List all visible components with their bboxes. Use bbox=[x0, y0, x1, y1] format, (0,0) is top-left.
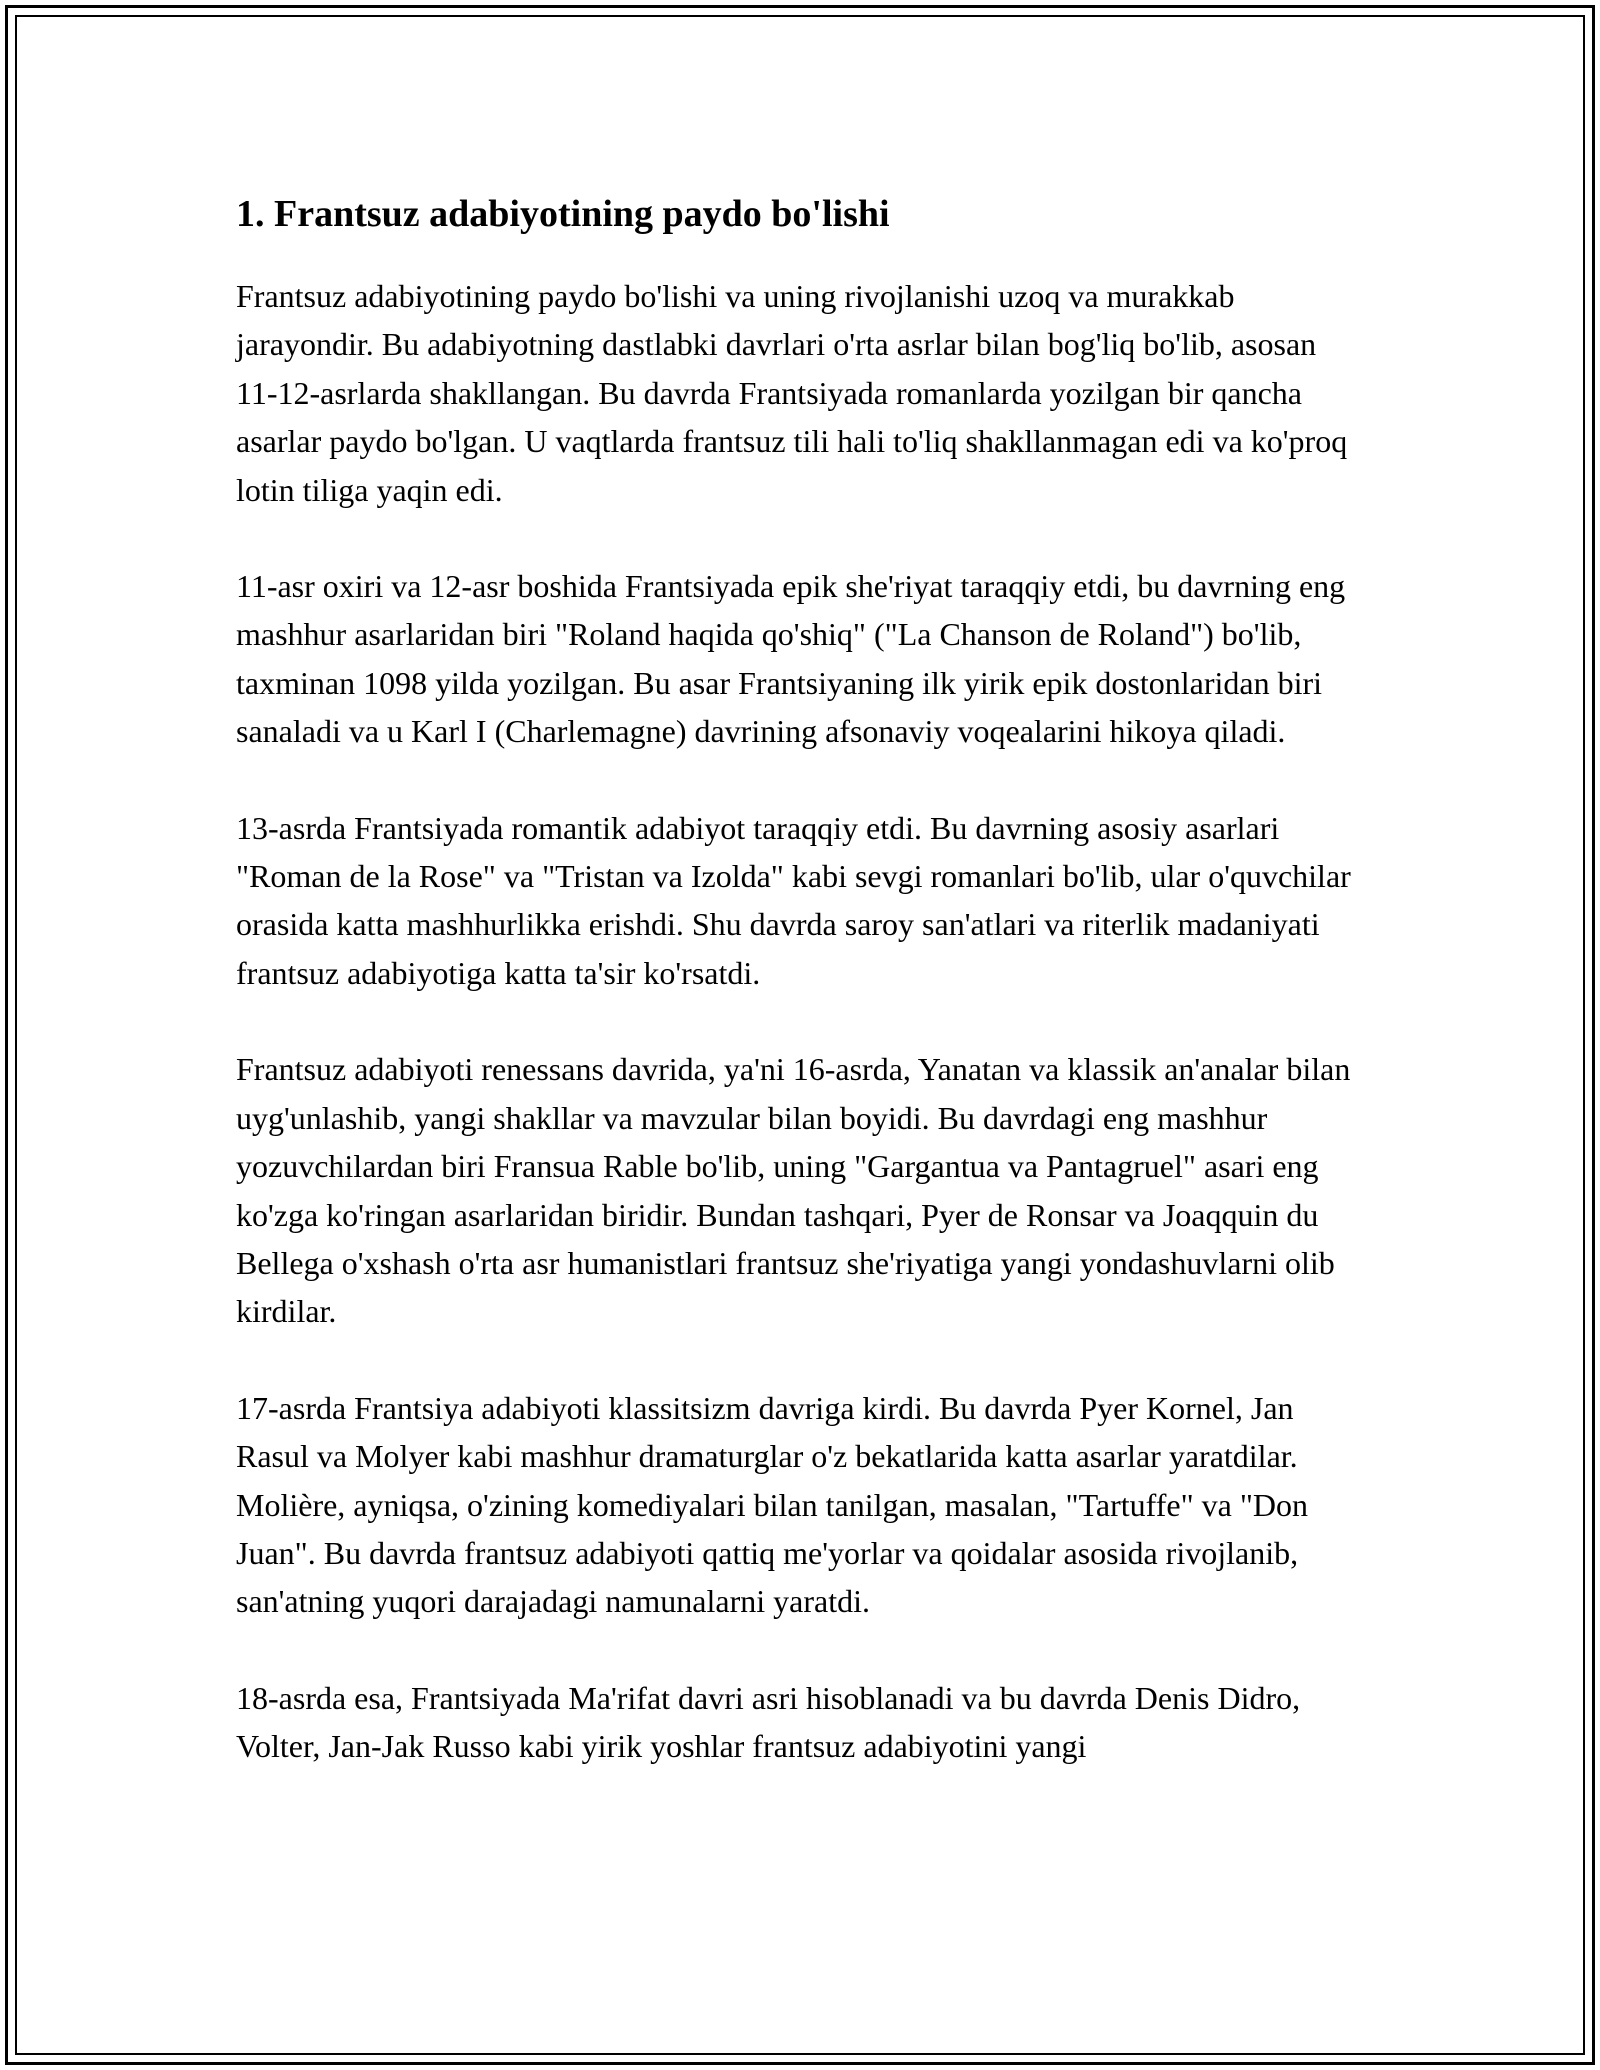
paragraph-1: Frantsuz adabiyotining paydo bo'lishi va uning rivojlanishi uzoq va murakkab jarayondir. Bu adabiyotning dastlabki davrlari o'rta asrlar bilan bog'liq bo'lib, asosan 11-12-asrlarda shakllangan. Bu davrda Frantsiyada romanlarda yozilgan bir qancha asarlar paydo bo'lgan. U vaqtlarda frantsuz tili hali to'liq shakllanmagan edi va ko'proq lotin tiliga yaqin edi. bbox=[236, 278, 1348, 508]
document-body bbox=[236, 186, 1356, 1819]
paragraph-4: Frantsuz adabiyoti renessans davrida, ya'ni 16-asrda, Yanatan va klassik an'analar bilan uyg'unlashib, yangi shakllar va mavzular bilan boyidi. Bu davrdagi eng mashhur yozuvchilardan biri Fransua Rable bo'lib, uning "Gargantua va Pantagruel" asari eng ko'zga ko'ringan asarlaridan biridir. Bundan tashqari, Pyer de Ronsar va Joaqquin du Bellega o'xshash o'rta asr humanistlari frantsuz she'riyatiga yangi yondashuvlarni olib kirdilar. bbox=[236, 1051, 1351, 1330]
paragraph-3: 13-asrda Frantsiyada romantik adabiyot taraqqiy etdi. Bu davrning asosiy asarlari "Roman de la Rose" va "Tristan va Izolda" kabi sevgi romanlari bo'lib, ular o'quvchilar orasida katta mashhurlikka erishdi. Shu davrda saroy san'atlari va riterlik madaniyati frantsuz adabiyotiga katta ta'sir ko'rsatdi. bbox=[236, 809, 1351, 991]
page-title: 1. Frantsuz adabiyotining paydo bo'lishi bbox=[236, 193, 890, 235]
paragraph-2: 11-asr oxiri va 12-asr boshida Frantsiyada epik she'riyat taraqqiy etdi, bu davrning eng mashhur asarlaridan biri "Roland haqida qo'shiq" ("La Chanson de Roland") bo'lib, taxminan 1098 yilda yozilgan. Bu asar Frantsiyaning ilk yirik epik dostonlaridan biri sanaladi va u Karl I (Charlemagne) davrining afsonaviy voqealarini hikoya qiladi. bbox=[236, 568, 1346, 750]
paragraph-5: 17-asrda Frantsiya adabiyoti klassitsizm davriga kirdi. Bu davrda Pyer Kornel, Jan Rasul va Molyer kabi mashhur dramaturglar o'z bekatlarida katta asarlar yaratdilar. Molière, ayniqsa, o'zining komediyalari bilan tanilgan, masalan, "Tartuffe" va "Don Juan". Bu davrda frantsuz adabiyoti qattiq me'yorlar va qoidalar asosida rivojlanib, san'atning yuqori darajadagi namunalarni yaratdi. bbox=[236, 1389, 1309, 1620]
paragraph-6: 18-asrda esa, Frantsiyada Ma'rifat davri asri hisoblanadi va bu davrda Denis Didro, Volter, Jan-Jak Russo kabi yirik yoshlar frantsuz adabiyotini yangi bbox=[236, 1679, 1301, 1765]
